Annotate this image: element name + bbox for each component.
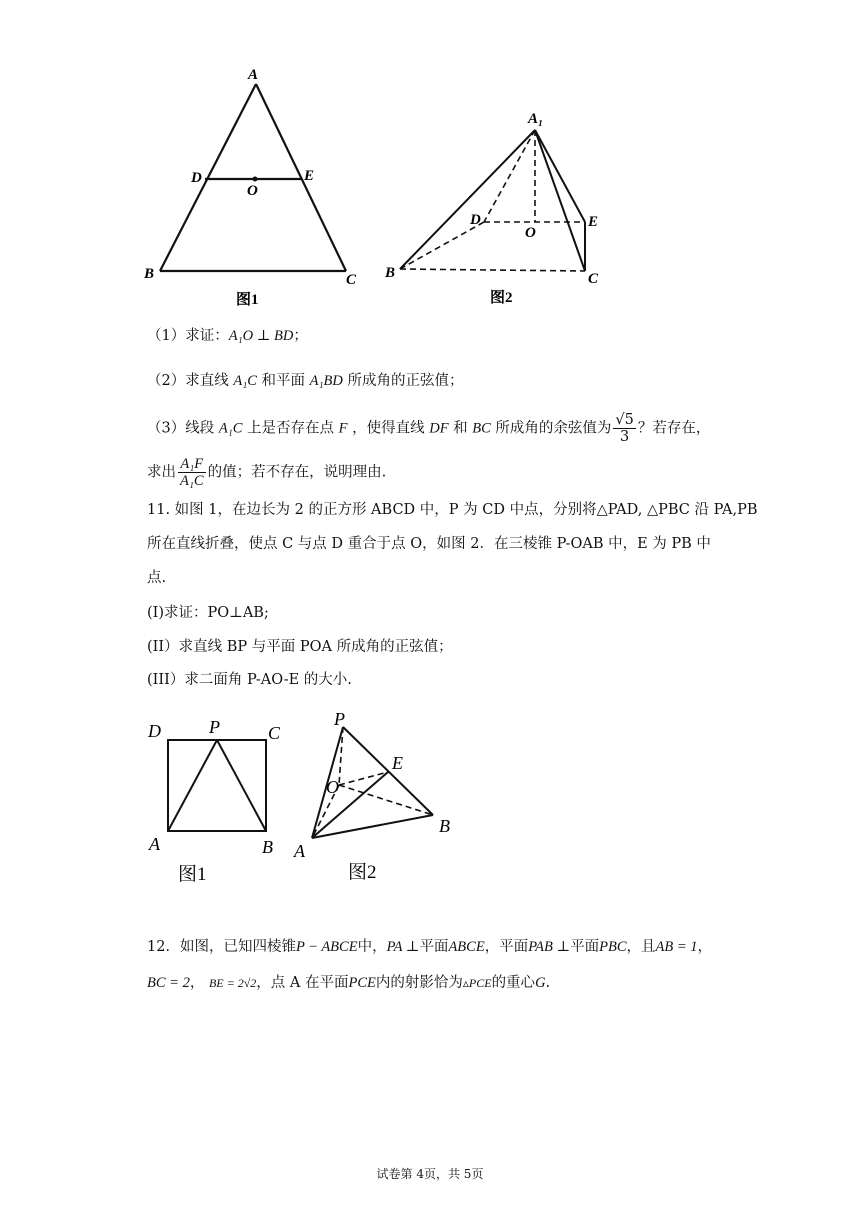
p12-line2: BC = 2， BE = 2√2，点 A 在平面PCE内的射影恰为▵PCE的重心G. [147,975,551,991]
label-D: D [191,170,202,186]
label-C: C [268,723,281,743]
label-E: E [392,753,403,773]
label-A1: A₁ [528,111,544,127]
label-P: P [209,717,220,737]
p10-q3-cont: 求出 $\frac{\text{A₁F}}{\text{A₁C}}$ 的值；若不存在，说明理由. [147,456,387,489]
figure-caption: 图2 [490,290,513,306]
label-C: C [346,272,357,288]
page-footer: 试卷第 4页，共 5页 [376,1167,484,1181]
p11-q3: (III）求二面角 P-AO-E 的大小. [147,672,352,688]
figure-1-square [140,710,295,890]
p11-q1: (I)求证：PO⊥AB; [147,605,269,621]
label-O: O [525,225,536,241]
p11-line3: 点. [147,570,167,586]
label-B: B [144,266,155,282]
label-O: O [247,183,258,199]
p10-q3: （3）线段 A₁C 上是否存在点 F ，使得直线 DF 和 BC 所成角的余弦值为 $\frac{√5}{3}$ ？若存在， [147,412,711,445]
label-B: B [439,816,450,836]
label-O: O [326,777,339,797]
label-A: A [149,834,160,854]
figure-caption: 图2 [348,862,377,883]
p11-q2: (II）求直线 BP 与平面 POA 所成角的正弦值； [147,639,453,655]
label-C: C [588,271,599,287]
figure-2-tetrahedron [290,705,465,890]
label-B: B [262,837,273,857]
label-E: E [588,214,599,230]
label-P: P [334,709,345,729]
fraction-sqrt5-over-3: $\frac{√5}{3}$ [615,412,634,445]
label-D: D [148,721,161,741]
label-D: D [470,212,481,228]
p12-line1: 12．如图，已知四棱锥P − ABCE中，PA ⊥平面ABCE，平面PAB ⊥平面PBC，且AB = 1， [147,939,713,955]
figure-1-triangle [140,60,370,310]
label-A: A [248,67,259,83]
p11-line1: 11. 如图 1，在边长为 2 的正方形 ABCD 中，P 为 CD 中点，分别将△PAD, △PBC 沿 PA,PB [147,502,758,518]
p11-line2: 所在直线折叠，使点 C 与点 D 重合于点 O，如图 2．在三棱锥 P-OAB 中，E 为 PB 中 [147,536,711,552]
fraction-A1F-over-A1C: $\frac{\text{A₁F}}{\text{A₁C}}$ [180,456,204,489]
figure-caption: 图1 [236,292,259,308]
label-A: A [294,841,305,861]
figure-caption: 图1 [178,864,207,885]
p10-q2: （2）求直线 A₁C 和平面 A₁BD 所成角的正弦值； [147,373,464,389]
figure-2-pyramid [380,105,620,310]
label-B: B [385,265,396,281]
p10-q1: （1）求证：A₁O ⊥ BD； [147,328,308,344]
label-E: E [304,168,315,184]
